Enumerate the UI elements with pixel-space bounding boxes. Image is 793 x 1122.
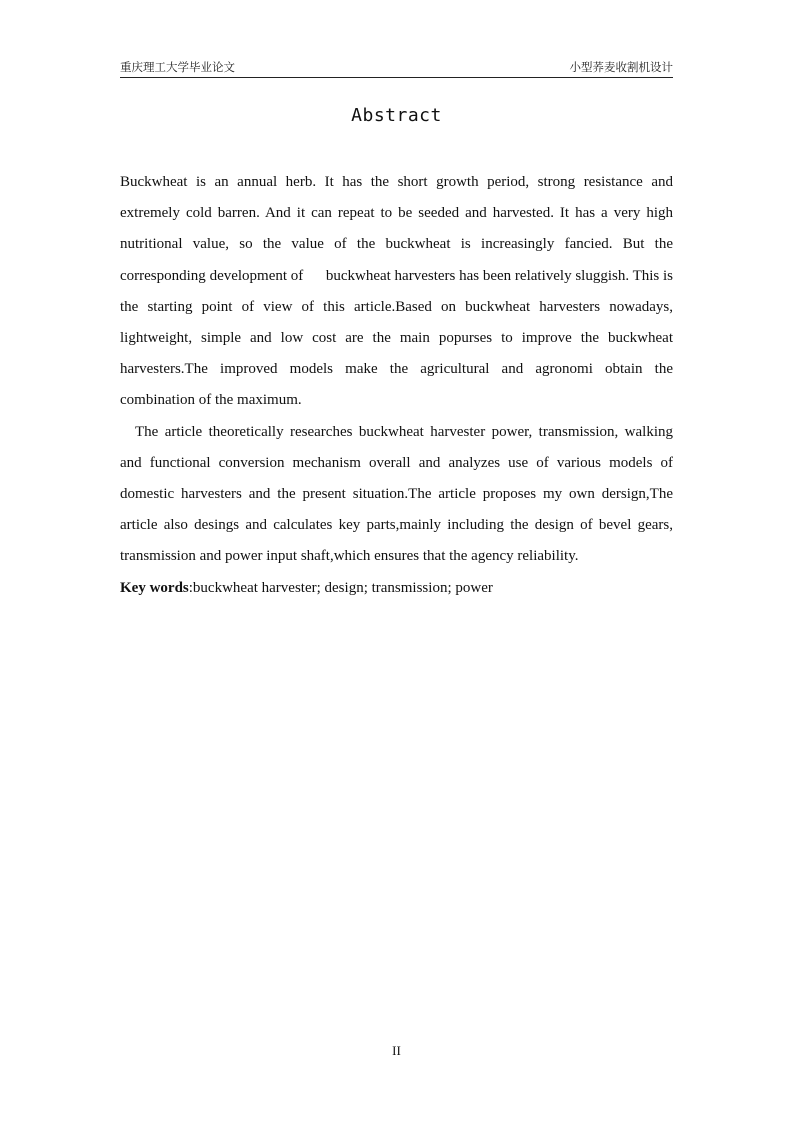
- header-thesis-title: 小型荞麦收割机设计: [569, 60, 673, 74]
- keywords-line: [120, 573, 673, 604]
- abstract-paragraph-2: The article theoretically researches buckwheat harvester power, transmission, walking and functional conversion mechanism overall and analyzes use of various models of domestic harvesters and the present situation.The article proposes my own dersign,The article also desings and calculates key parts,mainly including the design of bevel gears, transmission and power input shaft,which ensures that the agency reliability.: [120, 423, 673, 565]
- page-number: II: [392, 1043, 401, 1058]
- keywords-text: :buckwheat harvester; design; transmission; power: [188, 579, 493, 596]
- abstract-body: [120, 167, 673, 604]
- keywords-label: Key words: [120, 579, 189, 596]
- abstract-paragraph-1: Buckwheat is an annual herb. It has the short growth period, strong resistance and extremely cold barren. And it can repeat to be seeded and harvested. It has a very high nutritional value, so the value of the buckwheat is increasingly fancied. But the corresponding development of buckwheat harvesters has been relatively sluggish. This is the starting point of view of this article.Based on buckwheat harvesters nowadays, lightweight, simple and low cost are the main popurses to improve the buckwheat harvesters.The improved models make the agricultural and agronomi obtain the combination of the maximum.: [120, 174, 673, 409]
- abstract-title: Abstract: [351, 105, 442, 126]
- header-university-title: 重庆理工大学毕业论文: [120, 60, 235, 74]
- page-header: [120, 59, 673, 78]
